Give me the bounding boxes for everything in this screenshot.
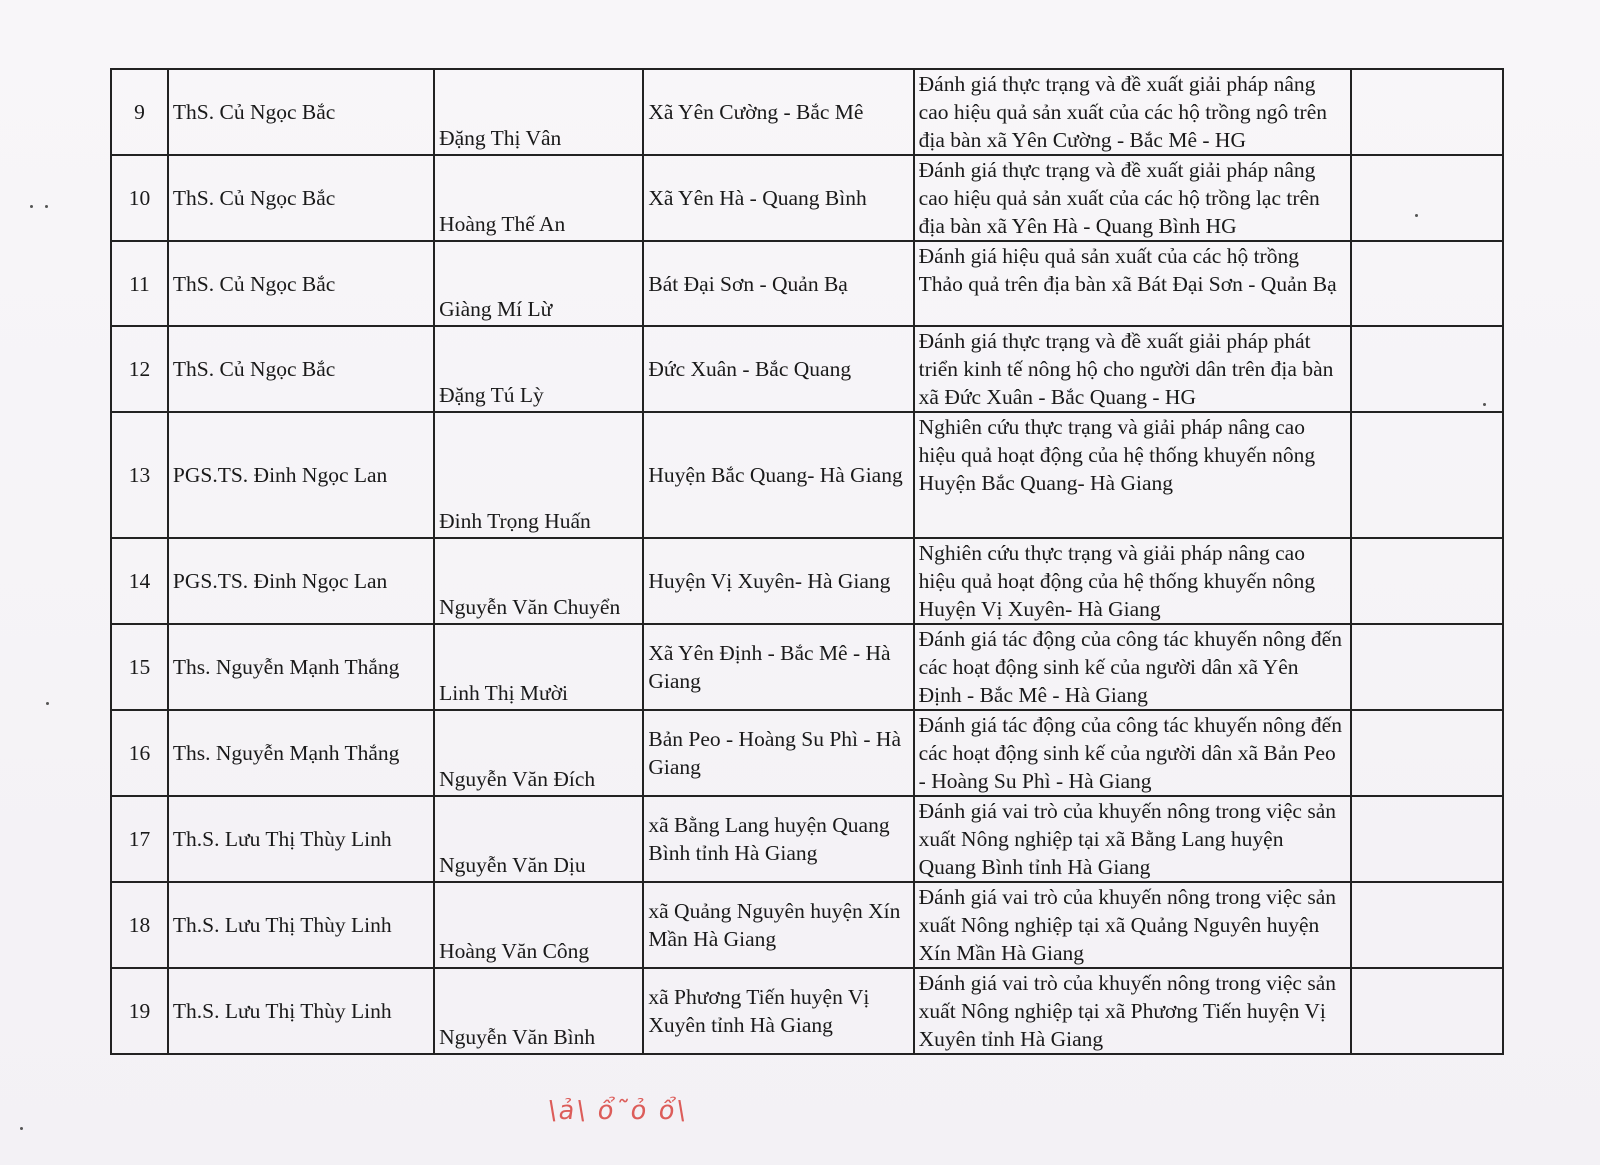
thesis-assignment-table (110, 68, 1504, 1055)
student-name: Nguyễn Văn Đích (434, 710, 643, 796)
student-name: Linh Thị Mười (434, 624, 643, 710)
note-cell (1351, 624, 1503, 710)
row-number: 10 (111, 155, 168, 241)
row-number: 18 (111, 882, 168, 968)
table-row (111, 326, 1503, 412)
research-location: xã Phương Tiến huyện Vị Xuyên tỉnh Hà Giang (643, 968, 913, 1054)
research-location: Bản Peo - Hoàng Su Phì - Hà Giang (643, 710, 913, 796)
supervisor-name: ThS. Củ Ngọc Bắc (168, 326, 434, 412)
thesis-topic: Đánh giá tác động của công tác khuyến nông đến các hoạt động sinh kế của người dân xã Bản Peo - Hoàng Su Phì - Hà Giang (914, 710, 1351, 796)
student-name: Hoàng Thế An (434, 155, 643, 241)
research-location: Huyện Bắc Quang- Hà Giang (643, 412, 913, 538)
supervisor-name: Ths. Nguyễn Mạnh Thắng (168, 710, 434, 796)
row-number: 13 (111, 412, 168, 538)
red-stamp-mark: \ả\ ổ˜ỏ ổ\ (545, 1096, 690, 1126)
row-number: 12 (111, 326, 168, 412)
note-cell (1351, 968, 1503, 1054)
research-location: Bát Đại Sơn - Quản Bạ (643, 241, 913, 326)
thesis-topic: Đánh giá vai trò của khuyến nông trong việc sản xuất Nông nghiệp tại xã Quảng Nguyên huyện Xín Mần Hà Giang (914, 882, 1351, 968)
thesis-topic: Đánh giá vai trò của khuyến nông trong việc sản xuất Nông nghiệp tại xã Bằng Lang huyện Quang Bình tỉnh Hà Giang (914, 796, 1351, 882)
table-row (111, 241, 1503, 326)
table-row (111, 155, 1503, 241)
supervisor-name: Ths. Nguyễn Mạnh Thắng (168, 624, 434, 710)
note-cell (1351, 69, 1503, 155)
note-cell (1351, 155, 1503, 241)
note-cell (1351, 538, 1503, 624)
scan-speck (1415, 214, 1418, 217)
supervisor-name: Th.S. Lưu Thị Thùy Linh (168, 882, 434, 968)
table-row (111, 710, 1503, 796)
table-row (111, 882, 1503, 968)
row-number: 15 (111, 624, 168, 710)
row-number: 16 (111, 710, 168, 796)
supervisor-name: ThS. Củ Ngọc Bắc (168, 241, 434, 326)
research-location: Xã Yên Định - Bắc Mê - Hà Giang (643, 624, 913, 710)
table-row (111, 412, 1503, 538)
thesis-topic: Đánh giá hiệu quả sản xuất của các hộ trồng Thảo quả trên địa bàn xã Bát Đại Sơn - Quản Bạ (914, 241, 1351, 326)
note-cell (1351, 412, 1503, 538)
thesis-topic: Đánh giá thực trạng và đề xuất giải pháp phát triển kinh tế nông hộ cho người dân trên địa bàn xã Đức Xuân - Bắc Quang - HG (914, 326, 1351, 412)
table-row (111, 796, 1503, 882)
research-location: Đức Xuân - Bắc Quang (643, 326, 913, 412)
research-location: xã Bằng Lang huyện Quang Bình tỉnh Hà Giang (643, 796, 913, 882)
note-cell (1351, 796, 1503, 882)
thesis-topic: Đánh giá vai trò của khuyến nông trong việc sản xuất Nông nghiệp tại xã Phương Tiến huyện Vị Xuyên tỉnh Hà Giang (914, 968, 1351, 1054)
note-cell (1351, 882, 1503, 968)
research-location: Xã Yên Hà - Quang Bình (643, 155, 913, 241)
row-number: 19 (111, 968, 168, 1054)
student-name: Nguyễn Văn Chuyển (434, 538, 643, 624)
supervisor-name: Th.S. Lưu Thị Thùy Linh (168, 796, 434, 882)
table-row (111, 624, 1503, 710)
scan-speck (20, 1127, 23, 1130)
scan-speck (1483, 403, 1486, 406)
student-name: Nguyễn Văn Bình (434, 968, 643, 1054)
supervisor-name: PGS.TS. Đinh Ngọc Lan (168, 538, 434, 624)
row-number: 9 (111, 69, 168, 155)
thesis-topic: Đánh giá tác động của công tác khuyến nông đến các hoạt động sinh kế của người dân xã Yên Định - Bắc Mê - Hà Giang (914, 624, 1351, 710)
scan-speck (30, 205, 33, 208)
note-cell (1351, 241, 1503, 326)
student-name: Giàng Mí Lừ (434, 241, 643, 326)
research-location: Xã Yên Cường - Bắc Mê (643, 69, 913, 155)
note-cell (1351, 326, 1503, 412)
table-row (111, 69, 1503, 155)
thesis-topic: Nghiên cứu thực trạng và giải pháp nâng cao hiệu quả hoạt động của hệ thống khuyến nông Huyện Vị Xuyên- Hà Giang (914, 538, 1351, 624)
scan-speck (45, 205, 48, 208)
student-name: Nguyễn Văn Dịu (434, 796, 643, 882)
student-name: Hoàng Văn Công (434, 882, 643, 968)
supervisor-name: ThS. Củ Ngọc Bắc (168, 155, 434, 241)
supervisor-name: ThS. Củ Ngọc Bắc (168, 69, 434, 155)
student-name: Đặng Tú Lỳ (434, 326, 643, 412)
row-number: 14 (111, 538, 168, 624)
table-row (111, 968, 1503, 1054)
thesis-topic: Đánh giá thực trạng và đề xuất giải pháp nâng cao hiệu quả sản xuất của các hộ trồng lạc trên địa bàn xã Yên Hà - Quang Bình HG (914, 155, 1351, 241)
row-number: 11 (111, 241, 168, 326)
row-number: 17 (111, 796, 168, 882)
research-location: xã Quảng Nguyên huyện Xín Mần Hà Giang (643, 882, 913, 968)
student-name: Đinh Trọng Huấn (434, 412, 643, 538)
research-location: Huyện Vị Xuyên- Hà Giang (643, 538, 913, 624)
table-row (111, 538, 1503, 624)
thesis-topic: Nghiên cứu thực trạng và giải pháp nâng cao hiệu quả hoạt động của hệ thống khuyến nông Huyện Bắc Quang- Hà Giang (914, 412, 1351, 538)
student-name: Đặng Thị Vân (434, 69, 643, 155)
thesis-topic: Đánh giá thực trạng và đề xuất giải pháp nâng cao hiệu quả sản xuất của các hộ trồng ngô trên địa bàn xã Yên Cường - Bắc Mê - HG (914, 69, 1351, 155)
supervisor-name: PGS.TS. Đinh Ngọc Lan (168, 412, 434, 538)
supervisor-name: Th.S. Lưu Thị Thùy Linh (168, 968, 434, 1054)
note-cell (1351, 710, 1503, 796)
scan-speck (46, 702, 49, 705)
